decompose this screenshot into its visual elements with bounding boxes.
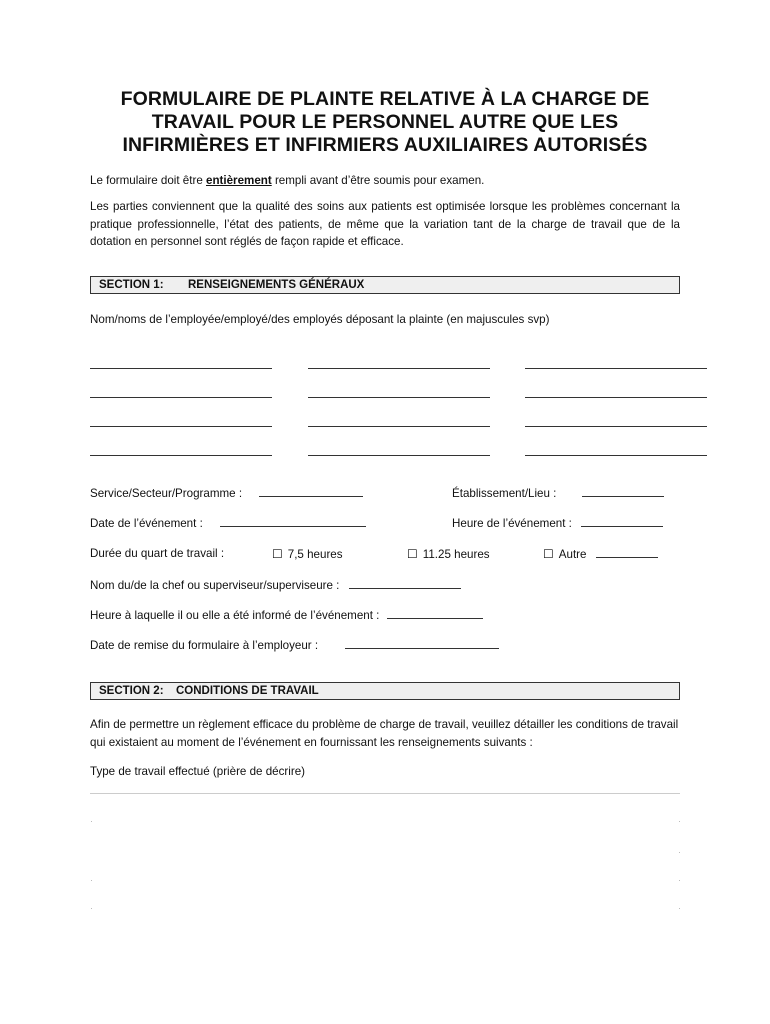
service-field[interactable] bbox=[259, 485, 363, 497]
page-speck bbox=[91, 908, 92, 909]
option-autre-label: Autre bbox=[558, 548, 587, 561]
remise-field[interactable] bbox=[345, 637, 499, 649]
name-field[interactable] bbox=[90, 426, 272, 427]
section-1-title: RENSEIGNEMENTS GÉNÉRAUX bbox=[188, 279, 365, 291]
intro-paragraph: Les parties conviennent que la qualité des soins aux patients est optimisée lorsque les problèmes concernant la pratique professionnelle, l’état des patients, de même que la variation tant de la charge de travail que de la dotation en personnel sont réglés de façon rapide et efficace. bbox=[90, 200, 680, 248]
informe-field[interactable] bbox=[387, 607, 483, 619]
chef-row bbox=[90, 577, 461, 594]
name-field[interactable] bbox=[525, 397, 707, 398]
name-field[interactable] bbox=[308, 455, 490, 456]
name-field[interactable] bbox=[308, 426, 490, 427]
form-title bbox=[90, 88, 680, 157]
intro-text-after: rempli avant d’être soumis pour examen. bbox=[271, 174, 485, 187]
checkbox-icon[interactable]: ☐ bbox=[407, 547, 418, 561]
remise-row bbox=[90, 637, 499, 654]
name-field[interactable] bbox=[90, 397, 272, 398]
type-travail-label: Type de travail effectué (prière de décrire) bbox=[90, 765, 306, 778]
name-field[interactable] bbox=[90, 368, 272, 369]
heure-label: Heure de l’événement : bbox=[452, 517, 572, 530]
name-field[interactable] bbox=[525, 455, 707, 456]
intro-text-before: Le formulaire doit être bbox=[90, 174, 206, 187]
heure-field[interactable] bbox=[581, 515, 663, 527]
page-speck bbox=[91, 880, 92, 881]
chef-label: Nom du/de la chef ou superviseur/superviseure : bbox=[90, 579, 340, 592]
name-field[interactable] bbox=[308, 368, 490, 369]
informe-label: Heure à laquelle il ou elle a été informé de l’événement : bbox=[90, 609, 380, 622]
title-line-2: TRAVAIL POUR LE PERSONNEL AUTRE QUE LES bbox=[151, 111, 619, 133]
section-2-number: SECTION 2: bbox=[99, 685, 164, 697]
name-field[interactable] bbox=[525, 426, 707, 427]
remise-label: Date de remise du formulaire à l’employeur : bbox=[90, 639, 319, 652]
title-line-3: INFIRMIÈRES ET INFIRMIERS AUXILIAIRES AUTORISÉS bbox=[122, 134, 648, 156]
section-2-title: CONDITIONS DE TRAVAIL bbox=[176, 685, 319, 697]
section-1-number: SECTION 1: bbox=[99, 279, 164, 291]
name-field[interactable] bbox=[525, 368, 707, 369]
page-speck bbox=[91, 821, 92, 822]
duree-label: Durée du quart de travail : bbox=[90, 547, 225, 560]
etablissement-row bbox=[452, 485, 664, 502]
service-row bbox=[90, 485, 363, 502]
heure-row bbox=[452, 515, 663, 532]
page-speck bbox=[679, 852, 680, 853]
option-11-25-heures[interactable] bbox=[407, 546, 490, 563]
service-label: Service/Secteur/Programme : bbox=[90, 487, 243, 500]
page-speck bbox=[679, 821, 680, 822]
title-line-1: FORMULAIRE DE PLAINTE RELATIVE À LA CHARGE DE bbox=[120, 88, 650, 110]
option-11-25-label: 11.25 heures bbox=[422, 548, 490, 561]
section-1-header bbox=[90, 276, 680, 294]
chef-field[interactable] bbox=[349, 577, 461, 589]
etablissement-field[interactable] bbox=[582, 485, 664, 497]
page-speck bbox=[679, 908, 680, 909]
option-7-5-heures[interactable] bbox=[272, 546, 343, 563]
option-autre[interactable] bbox=[543, 546, 658, 563]
section-2-paragraph: Afin de permettre un règlement efficace du problème de charge de travail, veuillez détailler les conditions de travail qui existaient au moment de l’événement en fournissant les renseignements suivants : bbox=[90, 718, 679, 749]
date-label: Date de l’événement : bbox=[90, 517, 203, 530]
employee-names-label: Nom/noms de l’employée/employé/des employés déposant la plainte (en majuscules svp) bbox=[90, 313, 550, 326]
etablissement-label: Établissement/Lieu : bbox=[452, 487, 557, 500]
name-field[interactable] bbox=[308, 397, 490, 398]
checkbox-icon[interactable]: ☐ bbox=[272, 547, 283, 561]
intro-emphasis: entièrement bbox=[206, 174, 272, 187]
autre-field[interactable] bbox=[596, 546, 658, 558]
intro-instruction bbox=[90, 172, 484, 190]
option-7-5-label: 7,5 heures bbox=[287, 548, 343, 561]
checkbox-icon[interactable]: ☐ bbox=[543, 547, 554, 561]
date-row bbox=[90, 515, 366, 532]
page-speck bbox=[679, 880, 680, 881]
section-2-header bbox=[90, 682, 680, 700]
type-travail-field[interactable] bbox=[90, 793, 680, 794]
informe-row bbox=[90, 607, 483, 624]
date-field[interactable] bbox=[220, 515, 366, 527]
name-field[interactable] bbox=[90, 455, 272, 456]
